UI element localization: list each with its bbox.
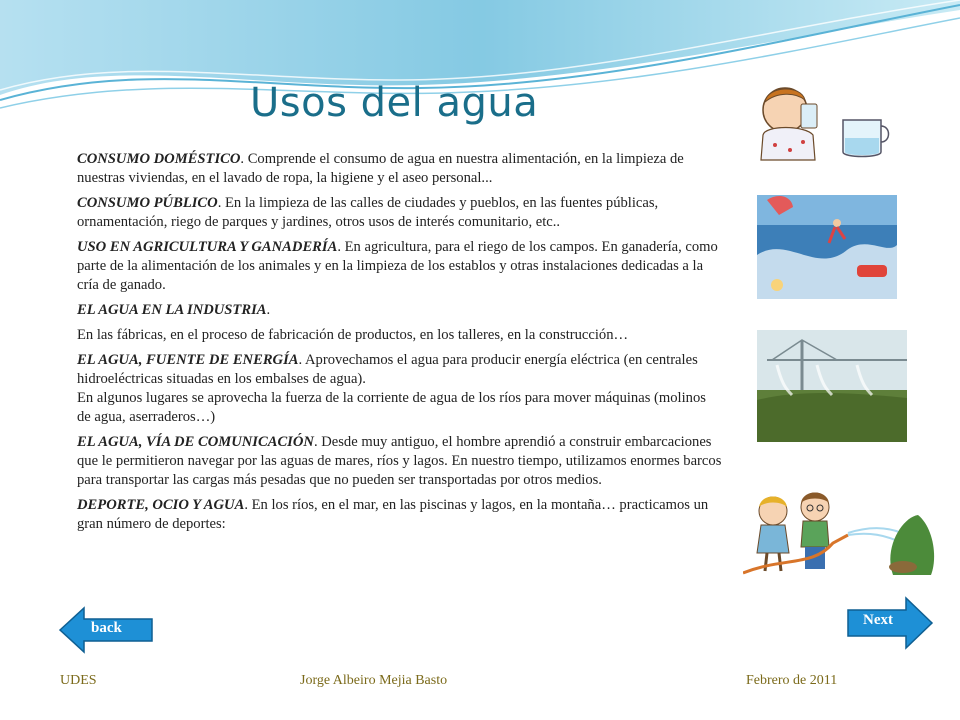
- keyword: CONSUMO PÚBLICO: [77, 195, 218, 211]
- paragraph-deporte: [77, 496, 722, 534]
- paragraph-text: . En agricultura, para el riego de los campos. En ganadería, como parte de la alimentación de los animales y en la limpieza de los establos y otras instalaciones dedicadas a la cría de ganado.: [77, 239, 718, 293]
- slide-title: Usos del agua: [250, 80, 539, 126]
- next-button-label: Next: [863, 612, 893, 628]
- paragraph-agricultura: [77, 238, 722, 295]
- paragraph-industria-heading: [77, 301, 722, 320]
- paragraph-text: . En los ríos, en el mar, en las piscinas y lagos, en la montaña… practicamos un gran número de deportes:: [77, 497, 709, 532]
- child-drinking-water-illustration: [755, 80, 895, 162]
- paragraph-comunicacion: [77, 433, 722, 490]
- keyword: CONSUMO DOMÉSTICO: [77, 151, 241, 167]
- paragraph-energia: [77, 351, 722, 427]
- children-watering-garden-illustration: [743, 487, 938, 577]
- paragraph-text: . En la limpieza de las calles de ciudades y pueblos, en las fuentes públicas, ornamentación, riego de parques y jardines, otros usos de interés comunitario, etc..: [77, 195, 659, 230]
- paragraph-text: . Aprovechamos el agua para producir energía eléctrica (en centrales hidroeléctricas situadas en los embalses de agua).: [77, 352, 698, 387]
- paragraph-text: En las fábricas, en el proceso de fabricación de productos, en los talleres, en la construcción…: [77, 327, 629, 343]
- paragraph-text: . Desde muy antiguo, el hombre aprendió a construir embarcaciones que le permitieron navegar por las aguas de mares, ríos y lagos. En nuestro tiempo, utilizamos enormes barcos para transportar las cargas más pesadas que no pueden ser transportadas por otros medios.: [77, 434, 722, 488]
- footer-right-text: Febrero de 2011: [746, 673, 838, 688]
- paragraph-consumo-publico: [77, 194, 722, 232]
- irrigation-photo: [757, 330, 907, 442]
- paragraph-consumo-domestico: [77, 150, 722, 188]
- keyword: USO EN AGRICULTURA Y GANADERÍA: [77, 239, 338, 255]
- keyword: EL AGUA, VÍA DE COMUNICACIÓN: [77, 434, 314, 450]
- content-body: [77, 150, 722, 540]
- paragraph-text: .: [266, 302, 271, 318]
- keyword: EL AGUA EN LA INDUSTRIA: [77, 302, 267, 318]
- back-button-label: back: [91, 620, 122, 636]
- footer-center-text: Jorge Albeiro Mejia Basto: [300, 673, 448, 688]
- footer-left-text: UDES: [60, 673, 97, 688]
- paragraph-text-extra: En algunos lugares se aprovecha la fuerza de la corriente de agua de los ríos para mover máquinas (molinos de agua, aserraderos…): [77, 390, 706, 425]
- keyword: EL AGUA, FUENTE DE ENERGÍA: [77, 352, 299, 368]
- keyword: DEPORTE, OCIO Y AGUA: [77, 497, 245, 513]
- paragraph-text: . Comprende el consumo de agua en nuestra alimentación, en la limpieza de nuestras viviendas, en el lavado de ropa, la higiene y el aseo personal...: [77, 151, 684, 186]
- next-button[interactable]: [846, 596, 934, 650]
- back-button[interactable]: [58, 606, 154, 654]
- water-sports-photo: [757, 195, 897, 299]
- paragraph-industria: [77, 326, 722, 345]
